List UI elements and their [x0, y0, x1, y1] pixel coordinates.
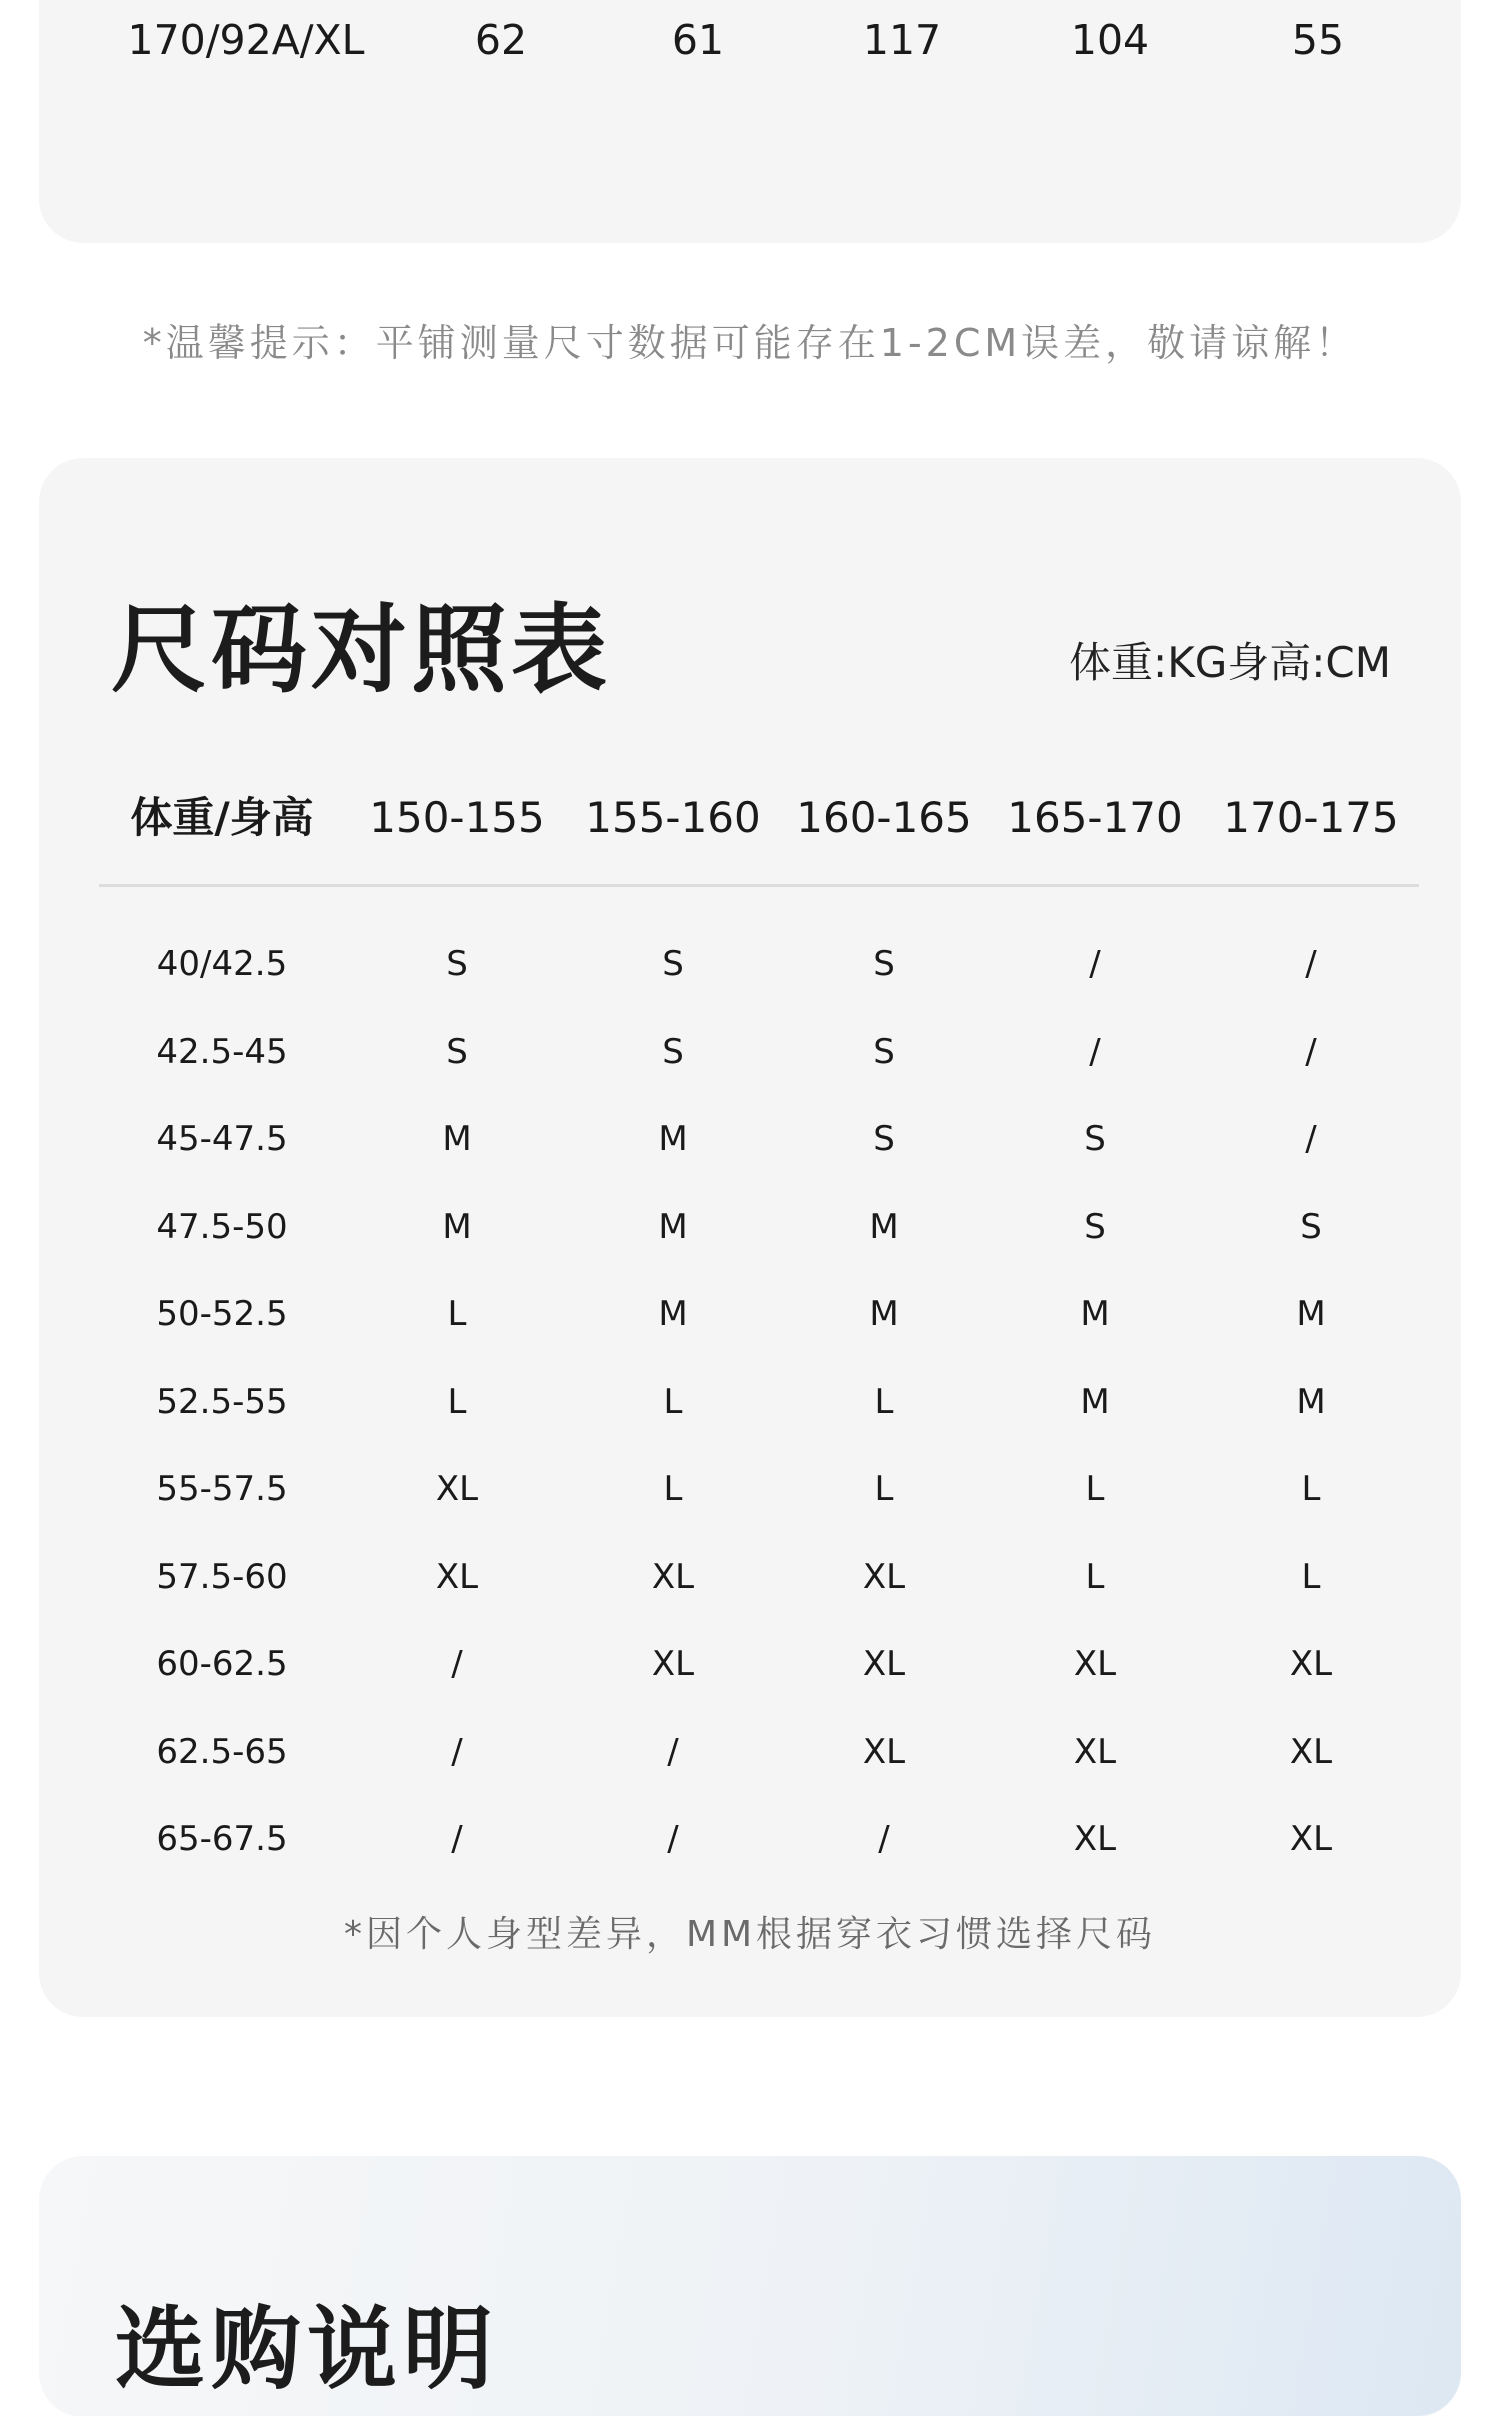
size-cell: L	[874, 1381, 894, 1422]
size-cell: S	[1084, 1119, 1106, 1159]
size-cell: S	[873, 944, 895, 984]
size-chart-title: 尺码对照表	[111, 594, 611, 706]
size-cell: L	[447, 1381, 467, 1422]
size-cell: /	[1089, 1031, 1101, 1072]
size-cell: L	[447, 1294, 467, 1334]
weight-range-cell: 42.5-45	[156, 1031, 288, 1072]
header-divider	[99, 884, 1419, 887]
size-cell: M	[1296, 1294, 1326, 1334]
table-row	[39, 1372, 1461, 1432]
measurement-cell: 104	[1070, 16, 1150, 64]
measurement-cell: 62	[474, 16, 528, 64]
weight-range-cell: 62.5-65	[156, 1731, 288, 1772]
header-cell: 体重/身高	[130, 793, 314, 842]
table-row	[39, 934, 1461, 994]
size-cell: /	[1305, 1031, 1317, 1072]
unit-note: 体重:KG身高:CM	[1069, 638, 1391, 687]
size-cell: XL	[862, 1556, 906, 1597]
header-cell: 160-165	[796, 793, 972, 842]
size-cell: L	[663, 1469, 683, 1509]
size-cell: M	[658, 1294, 688, 1334]
table-row	[39, 1634, 1461, 1694]
size-cell: L	[663, 1381, 683, 1422]
purchase-guide-title: 选购说明	[115, 2297, 499, 2402]
size-cell: M	[1080, 1294, 1110, 1334]
size-cell: /	[451, 1819, 463, 1859]
weight-range-cell: 40/42.5	[156, 944, 288, 984]
table-row	[39, 1109, 1461, 1169]
size-cell: XL	[862, 1731, 906, 1772]
weight-range-cell: 45-47.5	[156, 1119, 288, 1159]
size-cell: XL	[1073, 1731, 1117, 1772]
table-row	[39, 1459, 1461, 1519]
measurement-cell: 170/92A/XL	[127, 16, 365, 64]
size-cell: M	[1296, 1381, 1326, 1422]
size-cell: M	[869, 1294, 899, 1334]
size-cell: L	[1301, 1556, 1321, 1597]
size-chart-footnote: *因个人身型差异，MM根据穿衣习惯选择尺码	[343, 1914, 1157, 1955]
size-cell: /	[1305, 1119, 1317, 1159]
size-cell: M	[869, 1206, 899, 1247]
purchase-guide-card	[39, 2156, 1461, 2416]
table-row	[39, 1722, 1461, 1782]
size-cell: M	[1080, 1381, 1110, 1422]
size-cell: M	[442, 1206, 472, 1247]
size-cell: M	[658, 1119, 688, 1159]
table-row	[39, 1197, 1461, 1257]
size-cell: S	[1300, 1206, 1322, 1247]
size-cell: L	[1085, 1556, 1105, 1597]
size-cell: XL	[1289, 1819, 1333, 1859]
size-cell: S	[1084, 1206, 1106, 1247]
size-cell: XL	[1289, 1731, 1333, 1772]
size-cell: /	[667, 1819, 679, 1859]
size-chart-header-row	[39, 788, 1461, 848]
weight-range-cell: 57.5-60	[156, 1556, 288, 1597]
size-cell: XL	[1073, 1644, 1117, 1684]
measurement-tip: *温馨提示：平铺测量尺寸数据可能存在1-2CM误差，敬请谅解！	[142, 321, 1358, 365]
size-cell: XL	[1073, 1819, 1117, 1859]
size-cell: XL	[435, 1556, 479, 1597]
size-cell: XL	[435, 1469, 479, 1509]
size-cell: S	[446, 944, 468, 984]
size-chart-card	[39, 458, 1461, 2016]
header-cell: 155-160	[585, 793, 761, 842]
header-cell: 150-155	[369, 793, 545, 842]
table-row	[39, 1809, 1461, 1869]
size-cell: L	[1085, 1469, 1105, 1509]
size-cell: S	[662, 1031, 684, 1072]
header-cell: 170-175	[1223, 793, 1399, 842]
size-cell: /	[1305, 944, 1317, 984]
weight-range-cell: 55-57.5	[156, 1469, 288, 1509]
measurement-cell: 61	[671, 16, 725, 64]
size-cell: /	[451, 1644, 463, 1684]
weight-range-cell: 65-67.5	[156, 1819, 288, 1859]
table-row	[39, 1022, 1461, 1082]
measurement-cell: 55	[1291, 16, 1345, 64]
size-cell: XL	[1289, 1644, 1333, 1684]
size-cell: /	[451, 1731, 463, 1772]
table-row	[39, 1284, 1461, 1344]
size-cell: S	[662, 944, 684, 984]
size-cell: XL	[862, 1644, 906, 1684]
size-cell: S	[446, 1031, 468, 1072]
weight-range-cell: 47.5-50	[156, 1206, 288, 1247]
table-row	[39, 1547, 1461, 1607]
size-cell: XL	[651, 1644, 695, 1684]
size-cell: /	[667, 1731, 679, 1772]
measurement-table-row	[39, 10, 1461, 70]
size-cell: L	[1301, 1469, 1321, 1509]
size-cell: M	[442, 1119, 472, 1159]
weight-range-cell: 50-52.5	[156, 1294, 288, 1334]
size-cell: S	[873, 1031, 895, 1072]
weight-range-cell: 60-62.5	[156, 1644, 288, 1684]
size-cell: L	[874, 1469, 894, 1509]
size-cell: M	[658, 1206, 688, 1247]
weight-range-cell: 52.5-55	[156, 1381, 288, 1422]
measurement-table-card	[39, 0, 1461, 242]
measurement-cell: 117	[862, 16, 942, 64]
size-cell: XL	[651, 1556, 695, 1597]
size-cell: S	[873, 1119, 895, 1159]
size-cell: /	[878, 1819, 890, 1859]
header-cell: 165-170	[1007, 793, 1183, 842]
size-cell: /	[1089, 944, 1101, 984]
